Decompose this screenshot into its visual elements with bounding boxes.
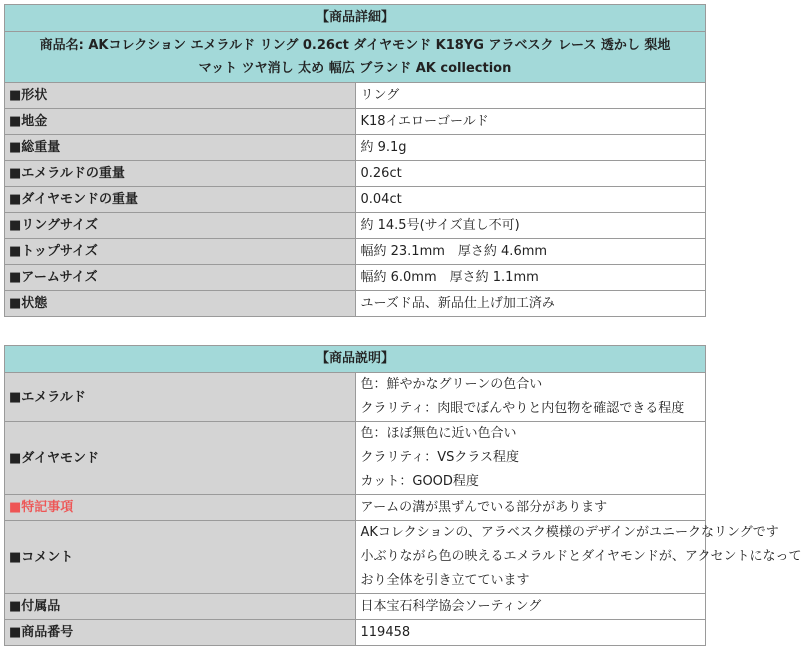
details-row-top-size <box>5 239 706 265</box>
condition-label: ■状態 <box>5 291 356 317</box>
top-size-value: 幅約 23.1mm 厚さ約 4.6mm <box>355 239 706 265</box>
emerald-label: ■エメラルド <box>5 373 356 422</box>
details-row-diamond-weight <box>5 187 706 213</box>
emerald-color-line: 色：鮮やかなグリーンの色合い <box>360 377 543 392</box>
total-weight-value: 約 9.1g <box>355 135 706 161</box>
details-header: 【商品詳細】 <box>5 5 706 32</box>
metal-label: ■地金 <box>5 109 356 135</box>
metal-value: K18イエローゴールド <box>355 109 706 135</box>
comment-label: ■コメント <box>5 521 356 594</box>
ring-size-label: ■リングサイズ <box>5 213 356 239</box>
emerald-value <box>355 373 706 422</box>
accessories-label: ■付属品 <box>5 594 356 620</box>
diamond-value <box>355 422 706 495</box>
details-row-total-weight <box>5 135 706 161</box>
product-details-table <box>4 4 706 317</box>
details-row-ring-size <box>5 213 706 239</box>
shape-label: ■形状 <box>5 83 356 109</box>
total-weight-label: ■総重量 <box>5 135 356 161</box>
emerald-weight-label: ■エメラルドの重量 <box>5 161 356 187</box>
accessories-value: 日本宝石科学協会ソーティング <box>355 594 706 620</box>
details-row-shape <box>5 83 706 109</box>
desc-row-accessories <box>5 594 706 620</box>
arm-size-label: ■アームサイズ <box>5 265 356 291</box>
desc-row-diamond <box>5 422 706 495</box>
comment-line-2: 小ぶりながら色の映えるエメラルドとダイヤモンドが、アクセントになって <box>360 549 801 564</box>
diamond-label: ■ダイヤモンド <box>5 422 356 495</box>
emerald-clarity-line: クラリティ：肉眼でぼんやりと内包物を確認できる程度 <box>360 401 685 416</box>
desc-row-emerald <box>5 373 706 422</box>
product-name-cell <box>5 32 706 83</box>
desc-row-product-number <box>5 620 706 646</box>
shape-value: リング <box>355 83 706 109</box>
diamond-weight-label: ■ダイヤモンドの重量 <box>5 187 356 213</box>
comment-line-3: おり全体を引き立てています <box>360 573 530 588</box>
diamond-weight-value: 0.04ct <box>355 187 706 213</box>
product-number-label: ■商品番号 <box>5 620 356 646</box>
condition-value: ユーズド品、新品仕上げ加工済み <box>355 291 706 317</box>
special-notes-label: ■特記事項 <box>5 495 356 521</box>
ring-size-value: 約 14.5号(サイズ直し不可) <box>355 213 706 239</box>
details-row-arm-size <box>5 265 706 291</box>
emerald-weight-value: 0.26ct <box>355 161 706 187</box>
special-notes-value: アームの溝が黒ずんでいる部分があります <box>355 495 706 521</box>
desc-row-special-notes <box>5 495 706 521</box>
product-description-table <box>4 345 801 646</box>
comment-value <box>355 521 801 594</box>
comment-line-1: AKコレクションの、アラベスク模様のデザインがユニークなリングです <box>360 525 779 540</box>
arm-size-value: 幅約 6.0mm 厚さ約 1.1mm <box>355 265 706 291</box>
product-name-line1: 商品名: AKコレクション エメラルド リング 0.26ct ダイヤモンド K18YG アラベスク レース 透かし 梨地 <box>39 38 671 53</box>
details-row-condition <box>5 291 706 317</box>
top-size-label: ■トップサイズ <box>5 239 356 265</box>
diamond-cut-line: カット：GOOD程度 <box>360 474 479 489</box>
details-row-metal <box>5 109 706 135</box>
product-name-line2: マット ツヤ消し 太め 幅広 ブランド AK collection <box>198 61 512 76</box>
description-header: 【商品説明】 <box>5 346 706 373</box>
diamond-color-line: 色：ほぼ無色に近い色合い <box>360 426 517 441</box>
diamond-clarity-line: クラリティ：VSクラス程度 <box>360 450 519 465</box>
details-row-emerald-weight <box>5 161 706 187</box>
desc-row-comment <box>5 521 706 594</box>
product-number-value: 119458 <box>355 620 706 646</box>
